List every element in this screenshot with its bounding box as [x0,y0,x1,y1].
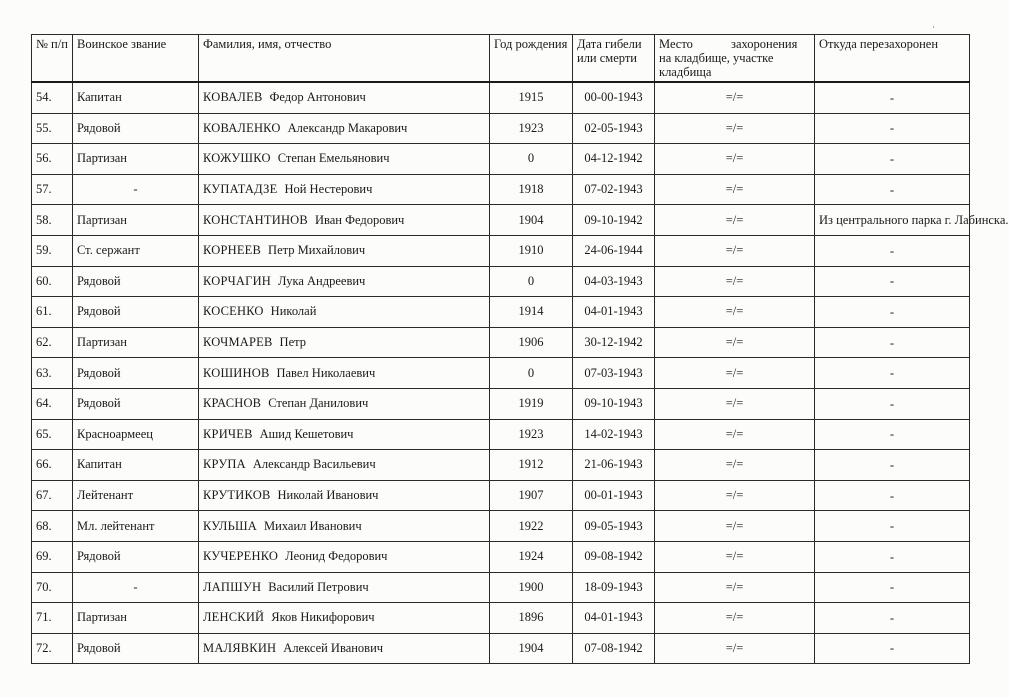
row-reburied-from: - [815,388,970,419]
row-death-date: 07-02-1943 [573,174,655,205]
row-rank: Рядовой [73,297,199,328]
row-death-date: 09-10-1942 [573,205,655,236]
row-first-patronymic: Яков Никифорович [271,610,375,625]
row-first-patronymic: Степан Данилович [268,396,369,411]
table-row [32,603,970,634]
row-birth-year: 1900 [490,572,573,603]
row-number: 54. [32,82,73,113]
row-first-patronymic: Ашид Кешетович [259,426,354,441]
row-full-name [199,388,490,419]
table-row [32,144,970,175]
row-burial-place: =/= [655,603,815,634]
row-full-name [199,327,490,358]
row-number: 62. [32,327,73,358]
row-number: 60. [32,266,73,297]
row-number: 63. [32,358,73,389]
row-burial-place: =/= [655,266,815,297]
row-full-name [199,174,490,205]
row-reburied-from: Из центрального парка г. Лабинска. [815,205,970,236]
row-first-patronymic: Александр Макарович [287,120,408,135]
row-death-date: 09-10-1943 [573,388,655,419]
row-rank: Мл. лейтенант [73,511,199,542]
row-rank: Ст. сержант [73,235,199,266]
table-row [32,450,970,481]
row-reburied-from: - [815,603,970,634]
row-death-date: 02-05-1943 [573,113,655,144]
table-row [32,480,970,511]
row-birth-year: 1912 [490,450,573,481]
row-death-date: 21-06-1943 [573,450,655,481]
header-num: № п/п [32,35,73,83]
row-reburied-from: - [815,511,970,542]
row-last-name: КУЧЕРЕНКО [203,549,279,564]
row-first-patronymic: Василий Петрович [268,579,369,594]
row-burial-place: =/= [655,113,815,144]
row-full-name [199,572,490,603]
row-reburied-from: - [815,297,970,328]
row-full-name [199,297,490,328]
row-first-patronymic: Петр Михайлович [268,243,366,258]
row-number: 70. [32,572,73,603]
row-rank: Капитан [73,82,199,113]
row-first-patronymic: Николай Иванович [277,488,379,503]
row-death-date: 00-00-1943 [573,82,655,113]
row-reburied-from: - [815,327,970,358]
row-number: 61. [32,297,73,328]
row-rank: Рядовой [73,388,199,419]
table-row [32,511,970,542]
row-last-name: ЛАПШУН [203,579,262,594]
row-full-name [199,541,490,572]
row-full-name [199,480,490,511]
row-death-date: 30-12-1942 [573,327,655,358]
row-full-name [199,419,490,450]
row-number: 55. [32,113,73,144]
row-birth-year: 1906 [490,327,573,358]
row-number: 58. [32,205,73,236]
row-first-patronymic: Федор Антонович [269,90,366,105]
row-death-date: 24-06-1944 [573,235,655,266]
row-burial-place: =/= [655,633,815,664]
row-burial-place: =/= [655,327,815,358]
row-reburied-from: - [815,174,970,205]
row-birth-year: 1915 [490,82,573,113]
row-burial-place: =/= [655,82,815,113]
header-name: Фамилия, имя, отчество [199,35,490,83]
row-rank: Партизан [73,327,199,358]
row-last-name: КРУТИКОВ [203,488,271,503]
row-first-patronymic: Леонид Федорович [285,549,388,564]
row-death-date: 00-01-1943 [573,480,655,511]
row-rank: Лейтенант [73,480,199,511]
row-full-name [199,235,490,266]
row-last-name: КОВАЛЕВ [203,90,263,105]
row-death-date: 04-01-1943 [573,297,655,328]
row-rank: Рядовой [73,358,199,389]
row-burial-place: =/= [655,297,815,328]
row-reburied-from: - [815,633,970,664]
row-full-name [199,450,490,481]
row-first-patronymic: Павел Николаевич [276,365,376,380]
row-death-date: 18-09-1943 [573,572,655,603]
row-number: 65. [32,419,73,450]
row-last-name: КУЛЬША [203,518,258,533]
row-rank: - [73,174,199,205]
row-last-name: КРИЧЕВ [203,426,253,441]
row-last-name: ЛЕНСКИЙ [203,610,265,625]
row-reburied-from: - [815,144,970,175]
table-row [32,419,970,450]
table-row [32,174,970,205]
row-number: 66. [32,450,73,481]
row-rank: Красноармеец [73,419,199,450]
row-rank: Партизан [73,205,199,236]
row-last-name: КУПАТАДЗЕ [203,182,278,197]
row-burial-place: =/= [655,174,815,205]
row-last-name: КОРЧАГИН [203,273,272,288]
row-death-date: 09-08-1942 [573,541,655,572]
row-birth-year: 0 [490,266,573,297]
table-row [32,388,970,419]
row-full-name [199,205,490,236]
row-number: 71. [32,603,73,634]
row-number: 57. [32,174,73,205]
header-burial-word1: Место [659,37,693,51]
row-birth-year: 1919 [490,388,573,419]
row-rank: Рядовой [73,266,199,297]
row-full-name [199,358,490,389]
header-reburied-from: Откуда перезахоронен [815,35,970,83]
header-death-date: Дата гибели или смерти [573,35,655,83]
table-row [32,541,970,572]
table-row [32,327,970,358]
row-number: 67. [32,480,73,511]
header-rank: Воинское звание [73,35,199,83]
row-last-name: МАЛЯВКИН [203,640,277,655]
row-last-name: КОЖУШКО [203,151,271,166]
table-row [32,297,970,328]
header-burial-place [655,35,815,83]
row-death-date: 09-05-1943 [573,511,655,542]
row-birth-year: 1904 [490,205,573,236]
row-burial-place: =/= [655,235,815,266]
header-row [32,35,970,83]
row-burial-place: =/= [655,144,815,175]
row-number: 64. [32,388,73,419]
row-birth-year: 1910 [490,235,573,266]
row-rank: Партизан [73,144,199,175]
row-death-date: 07-08-1942 [573,633,655,664]
row-reburied-from: - [815,450,970,481]
row-birth-year: 1924 [490,541,573,572]
row-last-name: КРАСНОВ [203,396,262,411]
row-birth-year: 1896 [490,603,573,634]
row-last-name: КОСЕНКО [203,304,264,319]
row-reburied-from: - [815,358,970,389]
row-birth-year: 1904 [490,633,573,664]
row-reburied-from: - [815,480,970,511]
row-full-name [199,603,490,634]
row-reburied-from: - [815,419,970,450]
row-birth-year: 1907 [490,480,573,511]
row-reburied-from: - [815,541,970,572]
row-first-patronymic: Николай [270,304,317,319]
row-burial-place: =/= [655,511,815,542]
row-death-date: 04-12-1942 [573,144,655,175]
scan-speck: · [932,22,935,32]
row-reburied-from: - [815,572,970,603]
row-reburied-from: - [815,235,970,266]
row-burial-place: =/= [655,358,815,389]
row-rank: Партизан [73,603,199,634]
row-birth-year: 1923 [490,419,573,450]
row-full-name [199,633,490,664]
row-death-date: 14-02-1943 [573,419,655,450]
row-first-patronymic: Лука Андреевич [278,273,366,288]
row-birth-year: 0 [490,144,573,175]
row-rank: Рядовой [73,541,199,572]
row-birth-year: 0 [490,358,573,389]
row-birth-year: 1918 [490,174,573,205]
row-first-patronymic: Иван Федорович [314,212,405,227]
table-row [32,82,970,113]
row-last-name: КОРНЕЕВ [203,243,262,258]
row-full-name [199,82,490,113]
row-last-name: КОЧМАРЕВ [203,335,273,350]
row-burial-place: =/= [655,541,815,572]
row-full-name [199,266,490,297]
row-burial-place: =/= [655,419,815,450]
row-birth-year: 1914 [490,297,573,328]
row-burial-place: =/= [655,480,815,511]
row-full-name [199,144,490,175]
header-birth-year: Год рождения [490,35,573,83]
table-row [32,266,970,297]
row-rank: - [73,572,199,603]
row-rank: Рядовой [73,113,199,144]
row-number: 56. [32,144,73,175]
table-row [32,572,970,603]
row-first-patronymic: Степан Емельянович [277,151,390,166]
table-row [32,205,970,236]
row-death-date: 04-03-1943 [573,266,655,297]
row-reburied-from: - [815,82,970,113]
row-death-date: 04-01-1943 [573,603,655,634]
row-number: 68. [32,511,73,542]
row-last-name: КОНСТАНТИНОВ [203,212,308,227]
row-full-name [199,511,490,542]
row-burial-place: =/= [655,450,815,481]
row-first-patronymic: Ной Нестерович [284,182,373,197]
row-last-name: КРУПА [203,457,246,472]
row-first-patronymic: Алексей Иванович [283,640,384,655]
row-last-name: КОШИНОВ [203,365,270,380]
row-first-patronymic: Петр [279,335,306,350]
row-burial-place: =/= [655,205,815,236]
table-row [32,113,970,144]
row-reburied-from: - [815,266,970,297]
row-burial-place: =/= [655,572,815,603]
row-rank: Капитан [73,450,199,481]
row-birth-year: 1923 [490,113,573,144]
table-row [32,358,970,389]
row-last-name: КОВАЛЕНКО [203,120,281,135]
row-full-name [199,113,490,144]
header-burial-rest: захоронения на кладбище, участке кладбища [659,37,798,79]
records-body [32,82,1009,664]
row-number: 69. [32,541,73,572]
row-first-patronymic: Михаил Иванович [264,518,362,533]
row-rank: Рядовой [73,633,199,664]
row-burial-place: =/= [655,388,815,419]
row-reburied-from: - [815,113,970,144]
burial-records-table [31,34,1009,664]
row-number: 59. [32,235,73,266]
row-number: 72. [32,633,73,664]
row-birth-year: 1922 [490,511,573,542]
row-death-date: 07-03-1943 [573,358,655,389]
table-row [32,235,970,266]
row-first-patronymic: Александр Васильевич [252,457,376,472]
table-row [32,633,970,664]
